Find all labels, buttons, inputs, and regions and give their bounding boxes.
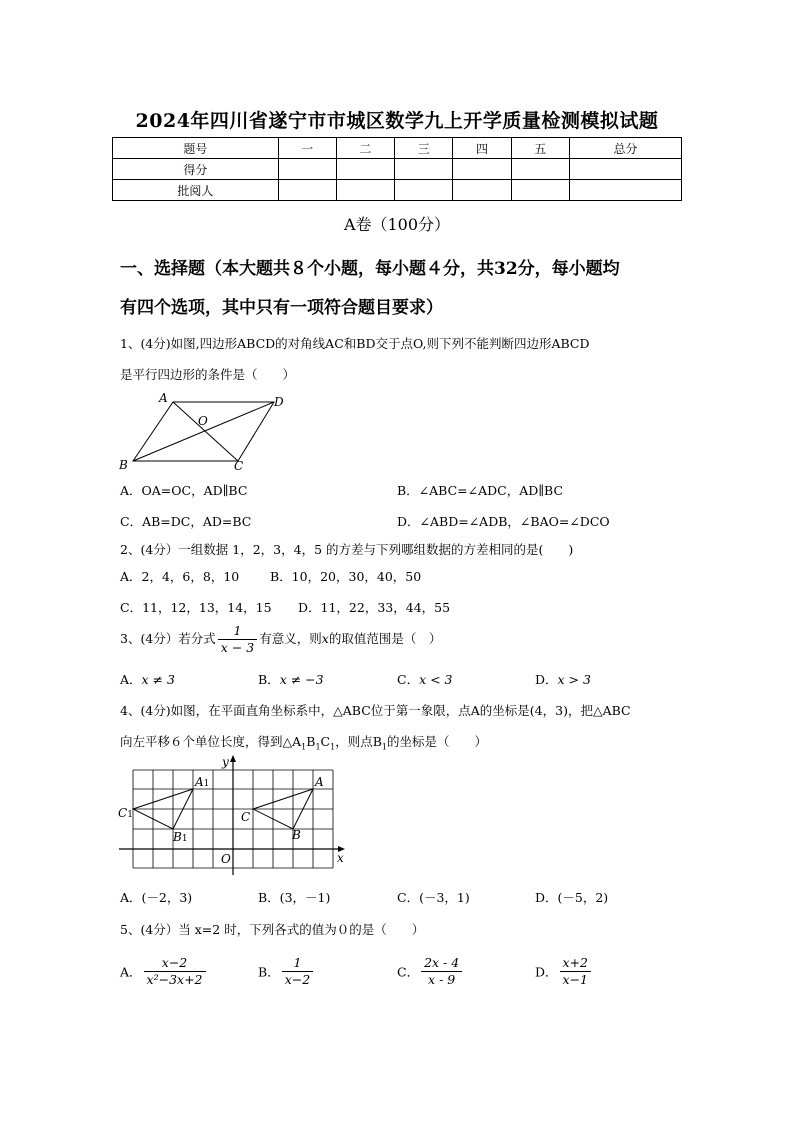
table-cell	[453, 159, 511, 180]
table-cell	[511, 180, 569, 201]
table-cell: 得分	[113, 159, 279, 180]
label-C: C	[234, 459, 244, 473]
table-cell: 二	[336, 138, 394, 159]
q3-stem-mid: 有意义，则	[259, 631, 322, 646]
label-B: B	[292, 828, 301, 842]
q4-option-b: B．(3，－1)	[258, 890, 331, 905]
label-C: C	[241, 810, 251, 824]
q3-fraction: $\frac{1}{x - 3}$	[218, 623, 257, 656]
q1-option-b: B．∠ABC=∠ADC，AD∥BC	[397, 483, 564, 498]
table-cell	[569, 180, 681, 201]
table-cell	[395, 159, 453, 180]
q5-stem: 5、(4分）当 x=2 时，下列各式的值为０的是（ ）	[120, 922, 425, 937]
q4-stem-line1: 4、(4分)如图，在平面直角坐标系中，△ABC位于第一象限，点A的坐标是(4，3)，把△ABC	[120, 703, 631, 718]
q1-stem-line2: 是平行四边形的条件是（ ）	[120, 367, 296, 382]
table-cell	[336, 180, 394, 201]
page-title: 2024年四川省遂宁市市城区数学九上开学质量检测模拟试题	[135, 110, 659, 132]
part-title-line2: 有四个选项，其中只有一项符合题目要求）	[120, 298, 443, 318]
q4-option-d: D．(－5，2)	[535, 890, 609, 905]
score-table	[112, 137, 682, 201]
table-cell: 五	[511, 138, 569, 159]
q3-option-c: C．x < 3	[397, 672, 453, 687]
table-cell	[511, 159, 569, 180]
part-title-line1: 一、选择题（本大题共８个小题，每小题４分，共32分，每小题均	[120, 259, 620, 279]
q5-option-b: B． $\frac{1}{x-2}$	[258, 955, 315, 988]
table-row	[113, 180, 682, 201]
q2-stem: 2、(4分）一组数据 1，2，3，4，5 的方差与下列哪组数据的方差相同的是( )	[120, 542, 574, 557]
table-cell	[453, 180, 511, 201]
table-cell: 题号	[113, 138, 279, 159]
table-cell: 总分	[569, 138, 681, 159]
table-cell	[278, 159, 336, 180]
table-cell	[336, 159, 394, 180]
q3-stem-pre: 3、(4分）若分式	[120, 631, 216, 646]
table-cell	[395, 180, 453, 201]
table-cell	[569, 159, 681, 180]
q1-parallelogram-figure	[116, 388, 296, 474]
q1-option-c: C．AB=DC，AD=BC	[120, 514, 252, 529]
label-B: B	[119, 458, 128, 472]
q3-option-a: A．x ≠ 3	[120, 672, 175, 687]
q5-option-a: A． $\frac{x-2}{\text{x²−3x+2}}$	[120, 955, 208, 988]
q2-option-d: D．11，22，33，44，55	[298, 600, 451, 615]
q5-option-c: C． $\frac{2x - 4}{x - 9}$	[397, 955, 464, 988]
q5-option-d: D． $\frac{x+2}{x-1}$	[535, 955, 593, 988]
table-cell: 三	[395, 138, 453, 159]
table-cell: 四	[453, 138, 511, 159]
score-table-header-row	[113, 138, 682, 159]
table-cell: 批阅人	[113, 180, 279, 201]
label-x: x	[337, 851, 344, 865]
section-heading: A卷（100分）	[343, 215, 451, 234]
table-row	[113, 159, 682, 180]
label-A: A	[159, 391, 168, 405]
label-A1: A1	[195, 775, 210, 789]
q3-option-d: D．x > 3	[535, 672, 591, 687]
q3-stem-post: 的取值范围是（ ）	[328, 631, 442, 646]
q1-stem-line1: 1、(4分)如图,四边形ABCD的对角线AC和BD交于点O,则下列不能判断四边形ABCD	[120, 336, 590, 351]
q4-option-a: A．(－2，3)	[120, 890, 193, 905]
label-C1: C1	[118, 806, 133, 820]
label-y: y	[222, 755, 229, 769]
q3-stem	[120, 623, 441, 656]
table-cell	[278, 180, 336, 201]
q4-option-c: C．(－3，1)	[397, 890, 470, 905]
q4-stem-line2: 向左平移６个单位长度，得到$\triangle A_1B_1C_1$，则点$B_1$的坐标是（ ）	[120, 734, 487, 752]
q2-option-a: A．2，4，6，8，10	[120, 569, 240, 584]
label-O: O	[198, 414, 208, 428]
q4-coordinate-grid-figure	[115, 755, 355, 875]
table-cell: 一	[278, 138, 336, 159]
q2-option-b: B．10，20，30，40，50	[270, 569, 422, 584]
q1-option-d: D．∠ABD=∠ADB，∠BAO=∠DCO	[397, 514, 610, 529]
q3-option-b: B．x ≠ −3	[258, 672, 324, 687]
q3-var: x	[321, 631, 329, 646]
label-A: A	[315, 775, 324, 789]
label-B1: B1	[173, 830, 188, 844]
q2-option-c: C．11，12，13，14，15	[120, 600, 272, 615]
q1-option-a: A．OA=OC，AD∥BC	[120, 483, 248, 498]
label-D: D	[274, 395, 284, 409]
label-O: O	[221, 852, 231, 866]
